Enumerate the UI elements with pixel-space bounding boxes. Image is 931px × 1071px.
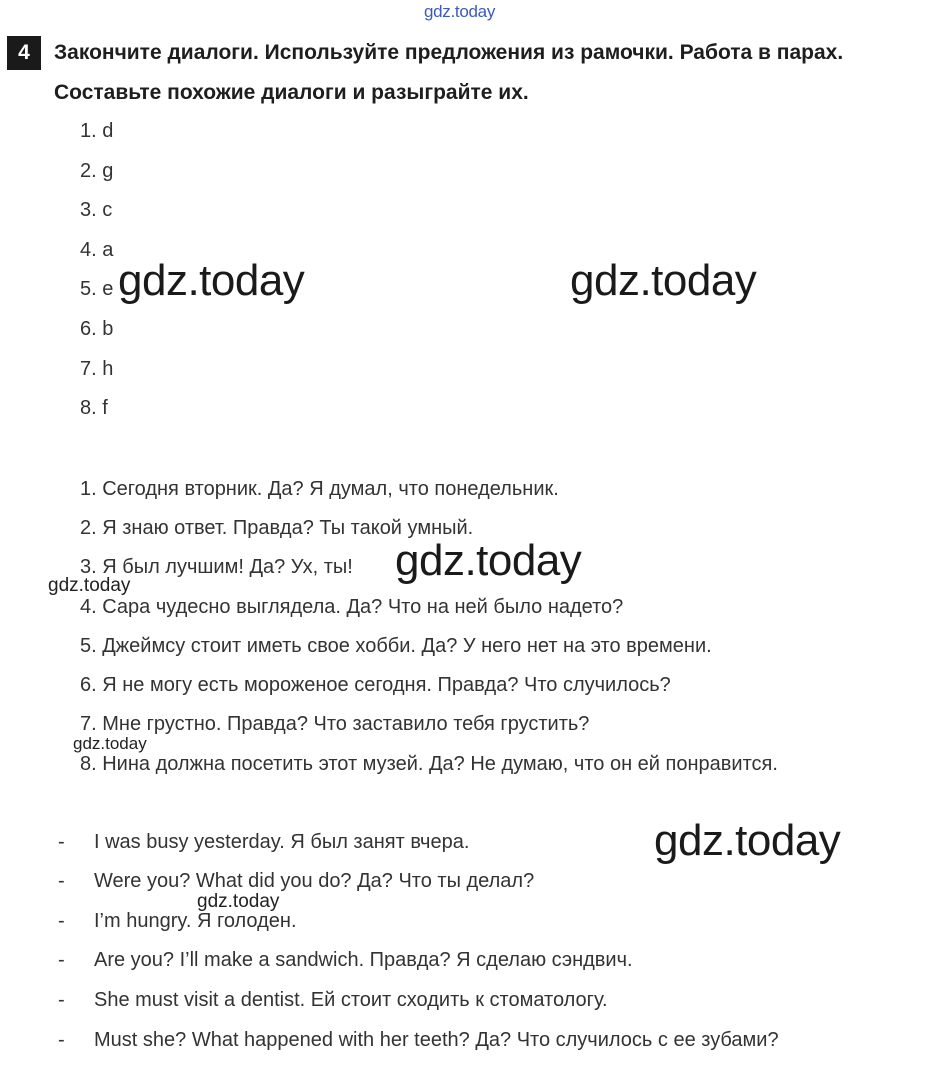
task-number-badge: 4: [7, 36, 41, 70]
translation-item: 7. Мне грустно. Правда? Что заставило тебя грустить?: [80, 713, 590, 735]
dialogue-dash: -: [58, 910, 65, 932]
watermark-small: gdz.today: [48, 575, 131, 596]
translation-item: 2. Я знаю ответ. Правда? Ты такой умный.: [80, 517, 474, 539]
answer-item: 1. d: [80, 120, 114, 142]
translation-item: 5. Джеймсу стоит иметь свое хобби. Да? У него нет на это времени.: [80, 635, 712, 657]
dialogue-text: I’m hungry. Я голоден.: [94, 910, 297, 932]
dialogue-text: Must she? What happened with her teeth? Да? Что случилось с ее зубами?: [94, 1029, 779, 1051]
watermark-large: gdz.today: [654, 816, 841, 865]
answer-item: 6. b: [80, 318, 114, 340]
answer-item: 5. e: [80, 278, 114, 300]
translation-item: 8. Нина должна посетить этот музей. Да? Не думаю, что он ей понравится.: [80, 753, 778, 775]
dialogue-line: [58, 870, 534, 893]
answer-item: 4. a: [80, 239, 114, 261]
watermark-small: gdz.today: [73, 734, 147, 753]
dialogue-dash: -: [58, 949, 65, 971]
task-instruction-line-2: Составьте похожие диалоги и разыграйте их.: [54, 81, 529, 104]
watermark-large: gdz.today: [395, 536, 582, 585]
translation-item: 4. Сара чудесно выглядела. Да? Что на ней было надето?: [80, 596, 624, 618]
dialogue-dash: -: [58, 1029, 65, 1051]
watermark-large: gdz.today: [570, 256, 757, 305]
header-watermark: gdz.today: [424, 2, 496, 21]
dialogue-dash: -: [58, 989, 65, 1011]
answer-item: 3. c: [80, 199, 113, 221]
dialogue-line: [58, 989, 608, 1012]
translation-item: 6. Я не могу есть мороженое сегодня. Правда? Что случилось?: [80, 674, 671, 696]
answer-item: 8. f: [80, 397, 108, 419]
watermark-large: gdz.today: [118, 256, 305, 305]
dialogue-line: [58, 1029, 779, 1052]
dialogue-line: [58, 949, 633, 972]
watermark-small: gdz.today: [197, 891, 280, 912]
dialogue-dash: -: [58, 870, 65, 892]
dialogue-text: Were you? What did you do? Да? Что ты делал?: [94, 870, 535, 892]
dialogue-dash: -: [58, 831, 65, 853]
translation-item: 3. Я был лучшим! Да? Ух, ты!: [80, 556, 353, 578]
dialogue-text: She must visit a dentist. Ей стоит сходить к стоматологу.: [94, 989, 608, 1011]
task-instruction-line-1: Закончите диалоги. Используйте предложения из рамочки. Работа в парах.: [54, 41, 844, 64]
answer-item: 7. h: [80, 358, 114, 380]
answer-item: 2. g: [80, 160, 114, 182]
dialogue-text: Are you? I’ll make a sandwich. Правда? Я сделаю сэндвич.: [94, 949, 633, 971]
dialogue-line: [58, 910, 297, 933]
dialogue-line: [58, 831, 469, 854]
translation-item: 1. Сегодня вторник. Да? Я думал, что понедельник.: [80, 478, 559, 500]
dialogue-text: I was busy yesterday. Я был занят вчера.: [94, 831, 470, 853]
